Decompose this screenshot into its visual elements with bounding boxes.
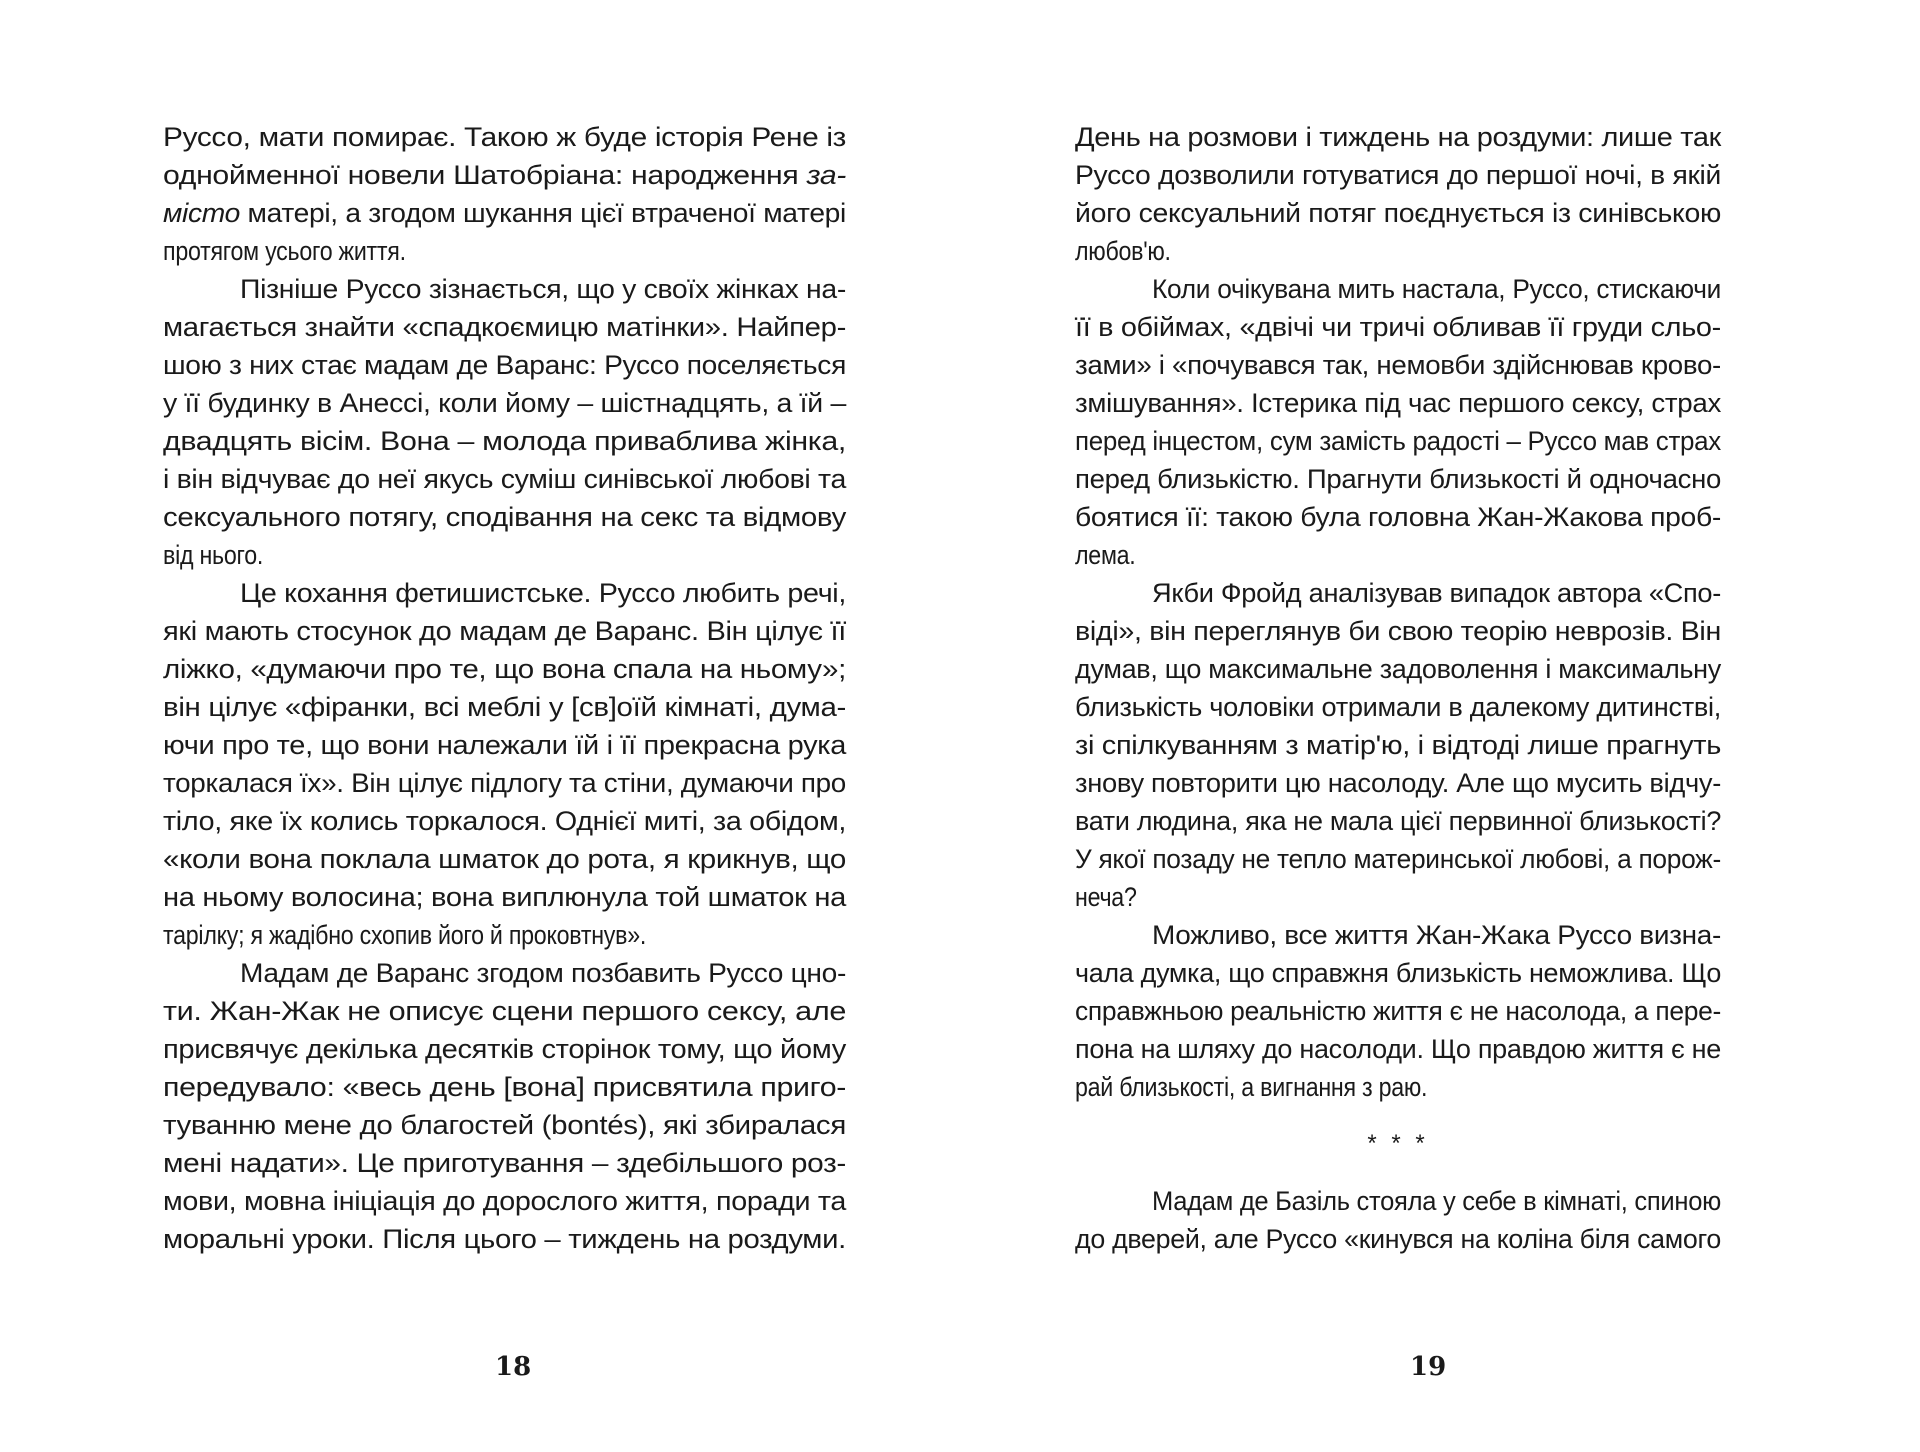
line-text: віді», він переглянув би свою теорію неврозів. Він xyxy=(1075,616,1721,646)
text-line xyxy=(163,118,846,156)
text-line xyxy=(163,992,846,1030)
line-text: «коли вона поклала шматок до рота, я крикнув, що xyxy=(163,844,846,874)
text-line xyxy=(163,916,846,954)
text-line xyxy=(1075,194,1721,232)
line-text: ліжко, «думаючи про те, що вона спала на ньому»; xyxy=(163,654,846,684)
line-text: боятися її: такою була головна Жан-Жакова проб- xyxy=(1075,502,1722,532)
line-text: до дверей, але Руссо «кинувся на коліна біля самого xyxy=(1075,1224,1721,1254)
text-line xyxy=(1075,156,1721,194)
line-text: справжньою реальністю життя є не насолода, а пере- xyxy=(1075,996,1722,1026)
line-text: Якби Фройд аналізував випадок автора «Спо- xyxy=(1152,578,1721,608)
text-line xyxy=(1075,498,1721,536)
page-number-left: 18 xyxy=(495,1352,532,1382)
text-line xyxy=(163,194,846,232)
line-text: зі спілкуванням з матір'ю, і відтоді лише прагнуть xyxy=(1075,730,1722,760)
line-text: передувало: «весь день [вона] присвятила приго- xyxy=(163,1072,847,1102)
text-line xyxy=(163,688,846,726)
line-text: Мадам де Варанс згодом позбавить Руссо цно- xyxy=(240,958,847,988)
line-text: магається знайти «спадкоємицю матінки». Найпер- xyxy=(163,312,846,342)
line-text: на ньому волосина; вона виплюнула той шматок на xyxy=(163,882,846,912)
line-text: ти. Жан-Жак не описує сцени першого сексу, але xyxy=(163,996,847,1026)
line-text: туванню мене до благостей (bontés), які збиралася xyxy=(163,1110,846,1140)
text-line xyxy=(163,954,846,992)
text-line xyxy=(163,1144,846,1182)
line-text: думав, що максимальне задоволення і максимальну xyxy=(1075,654,1721,684)
line-text: неча? xyxy=(1075,882,1137,912)
right-text-column xyxy=(1075,118,1721,1258)
text-line xyxy=(163,422,846,460)
text-line xyxy=(1075,878,1721,916)
text-line xyxy=(1075,1030,1721,1068)
text-line xyxy=(1075,688,1721,726)
italic-text: місто xyxy=(163,198,240,228)
text-line xyxy=(163,840,846,878)
text-line xyxy=(1075,916,1721,954)
text-line xyxy=(1075,650,1721,688)
page-number-right: 19 xyxy=(1410,1352,1447,1382)
line-text: мови, мовна ініціація до дорослого життя, поради та xyxy=(163,1186,846,1216)
line-text: вати людина, яка не мала цієї первинної близькості? xyxy=(1075,806,1722,836)
line-text: і він відчуває до неї якусь суміш синівської любові та xyxy=(163,464,846,494)
line-text: двадцять вісім. Вона – молода приваблива жінка, xyxy=(163,426,847,456)
text-line xyxy=(1075,1220,1721,1258)
line-text: тіло, яке їх колись торкалося. Однієї миті, за обідом, xyxy=(163,806,846,836)
line-text: ючи про те, що вони належали їй і її прекрасна рука xyxy=(163,730,847,760)
line-text: він цілує «фіранки, всі меблі у [св]оїй кімнаті, дума- xyxy=(163,692,847,722)
line-text: чала думка, що справжня близькість неможлива. Що xyxy=(1075,958,1722,988)
text-line xyxy=(1075,384,1721,422)
text-line xyxy=(1075,840,1721,878)
line-text: близькість чоловіки отримали в далекому дитинстві, xyxy=(1075,692,1721,722)
line-text: лема. xyxy=(1075,540,1136,570)
text-line xyxy=(163,612,846,650)
line-text: любов'ю. xyxy=(1075,236,1171,266)
text-line xyxy=(1075,954,1721,992)
text-line xyxy=(1075,1182,1721,1220)
text-line xyxy=(163,764,846,802)
line-text: День на розмови і тиждень на роздуми: лише так xyxy=(1075,122,1722,152)
text-line xyxy=(163,346,846,384)
line-text: Руссо дозволили готуватися до першої ночі, в якій xyxy=(1075,160,1721,190)
line-text: шою з них стає мадам де Варанс: Руссо поселяється xyxy=(163,350,847,380)
line-text: У якої позаду не тепло материнської любові, а порож- xyxy=(1075,844,1721,874)
text-line xyxy=(1075,346,1721,384)
line-text: рай близькості, а вигнання з раю. xyxy=(1075,1072,1428,1102)
text-line xyxy=(1075,232,1721,270)
line-text: пона на шляху до насолоди. Що правдою життя є не xyxy=(1075,1034,1722,1064)
line-text: у її будинку в Анессі, коли йому – шістнадцять, а їй – xyxy=(163,388,846,418)
text-line xyxy=(163,1030,846,1068)
line-text: однойменної новели Шатобріана: народження за- xyxy=(163,160,847,190)
line-text: її в обіймах, «двічі чи тричі обливав її груди сльо- xyxy=(1075,312,1721,342)
line-text: місто матері, а згодом шукання цієї втраченої матері xyxy=(163,198,847,228)
line-text: Коли очікувана мить настала, Руссо, стискаючи xyxy=(1152,274,1721,304)
line-text: перед інцестом, сум замість радості – Руссо мав страх xyxy=(1075,426,1722,456)
text-line xyxy=(163,1220,846,1258)
left-text-column xyxy=(163,118,846,1258)
line-text: його сексуальний потяг поєднується із синівською xyxy=(1075,198,1722,228)
text-line xyxy=(163,384,846,422)
line-text: Мадам де Базіль стояла у себе в кімнаті, спиною xyxy=(1152,1186,1722,1216)
text-line xyxy=(163,574,846,612)
text-line xyxy=(163,1182,846,1220)
text-line xyxy=(163,460,846,498)
text-line xyxy=(1075,270,1721,308)
text-line xyxy=(163,232,846,270)
text-line xyxy=(163,536,846,574)
text-line xyxy=(163,650,846,688)
text-line xyxy=(163,498,846,536)
line-text: тарілку; я жадібно схопив його й проковтнув». xyxy=(163,920,647,950)
text-line xyxy=(163,726,846,764)
line-text: перед близькістю. Прагнути близькості й одночасно xyxy=(1075,464,1721,494)
text-line xyxy=(163,270,846,308)
text-line xyxy=(1075,460,1721,498)
text-line xyxy=(1075,422,1721,460)
line-text: Це кохання фетишистське. Руссо любить речі, xyxy=(240,578,847,608)
italic-text: за- xyxy=(806,160,847,190)
line-text: Можливо, все життя Жан-Жака Руссо визна- xyxy=(1152,920,1722,950)
text-line xyxy=(1075,992,1721,1030)
text-line xyxy=(1075,308,1721,346)
text-line xyxy=(1075,612,1721,650)
line-text: присвячує декілька десятків сторінок тому, що йому xyxy=(163,1034,846,1064)
text-line xyxy=(1075,574,1721,612)
text-line xyxy=(163,1068,846,1106)
line-text: моральні уроки. Після цього – тиждень на роздуми. xyxy=(163,1224,846,1254)
line-text: Пізніше Руссо зізнається, що у своїх жінках на- xyxy=(240,274,846,304)
line-text: Руссо, мати помирає. Такою ж буде історія Рене із xyxy=(163,122,847,152)
text-line xyxy=(1075,536,1721,574)
line-text: змішування». Істерика під час першого сексу, страх xyxy=(1075,388,1722,418)
text-line xyxy=(1075,764,1721,802)
line-text: зами» і «почувався так, немовби здійснював крово- xyxy=(1075,350,1721,380)
text-line xyxy=(163,156,846,194)
text-line xyxy=(163,802,846,840)
text-line xyxy=(1075,1068,1721,1106)
section-break: * * * xyxy=(1367,1130,1429,1157)
line-text: торкалася їх». Він цілує підлогу та стіни, думаючи про xyxy=(163,768,846,798)
text-line xyxy=(163,1106,846,1144)
text-line xyxy=(163,308,846,346)
text-line xyxy=(163,878,846,916)
text-line xyxy=(1075,726,1721,764)
line-text: які мають стосунок до мадам де Варанс. Він цілує її xyxy=(163,616,847,646)
line-text: протягом усього життя. xyxy=(163,236,406,266)
right-page xyxy=(960,0,1920,1452)
line-text: від нього. xyxy=(163,540,264,570)
text-line xyxy=(1075,118,1721,156)
line-text: мені надати». Це приготування – здебільшого роз- xyxy=(163,1148,847,1178)
text-line xyxy=(1075,802,1721,840)
line-text: сексуального потягу, сподівання на секс та відмову xyxy=(163,502,846,532)
line-text: знову повторити цю насолоду. Але що мусить відчу- xyxy=(1075,768,1722,798)
